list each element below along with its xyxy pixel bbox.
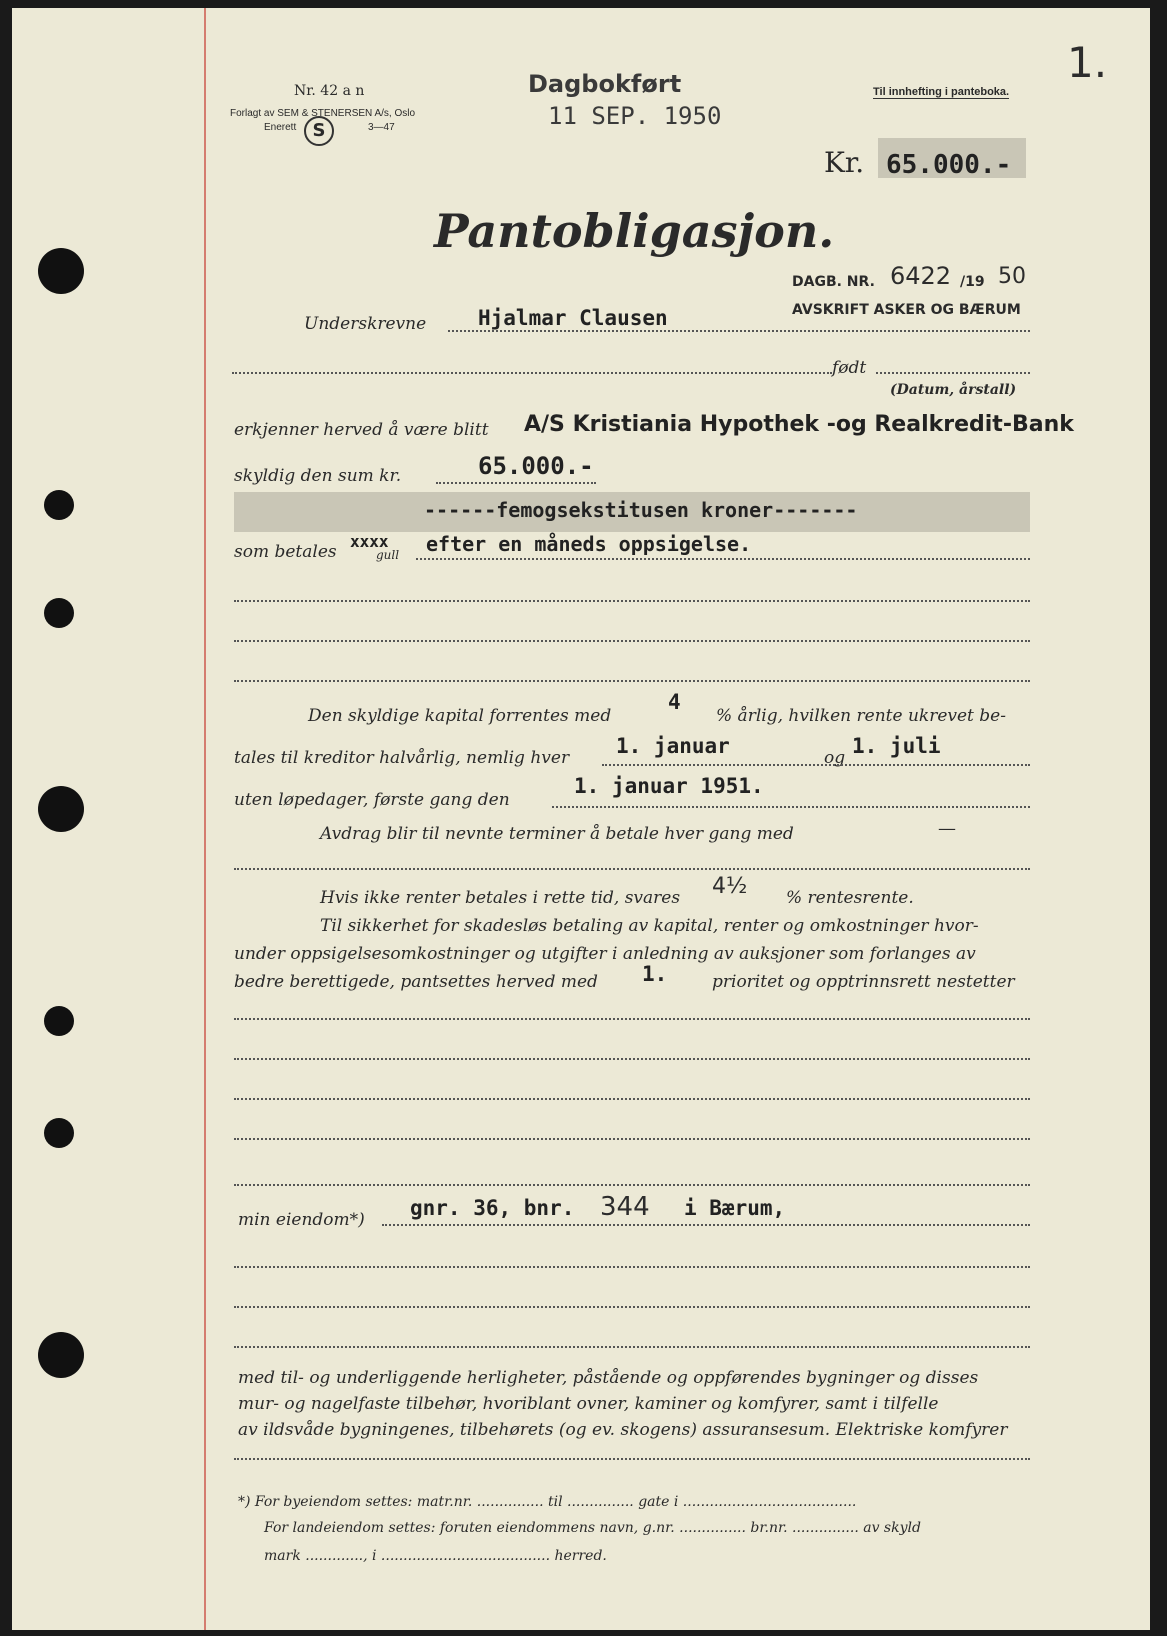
security-line-1: Til sikkerhet for skadesløs betaling av kapital, renter og omkostninger hvor- [320,916,979,936]
label-gull: gull [376,548,400,562]
debtor-name: Hjalmar Clausen [478,306,668,330]
interest-line-2a: tales til kreditor halvårlig, nemlig hver [234,748,570,768]
interest-line-1a: Den skyldige kapital forrentes med [308,706,612,726]
label-datum: (Datum, årstall) [890,382,1017,398]
punch-hole [44,1118,74,1148]
security-line-3a: bedre berettigede, pantsettes herved med [234,972,598,992]
interest-rate: 4 [668,690,681,714]
first-payment-date: 1. januar 1951. [574,774,764,798]
form-number: Nr. 42 a n [294,83,365,99]
dotted-line [234,1306,1030,1308]
dotted-line [234,1098,1030,1100]
amount-value: 65.000.- [886,150,1012,180]
dotted-line [234,1058,1030,1060]
dotted-line [234,680,1030,682]
creditor-name: A/S Kristiania Hypothek -og Realkredit-Bank [524,412,1074,437]
interest-line-1b: % årlig, hvilken rente ukrevet be- [716,706,1006,726]
dotted-line [234,1138,1030,1140]
document-page [12,8,1150,1630]
stamp-date: 11 SEP. 1950 [548,102,722,130]
label-skyldig: skyldig den sum kr. [234,466,402,486]
punch-hole [44,490,74,520]
avdrag-line: Avdrag blir til nevnte terminer å betale hver gang med [320,824,794,844]
property-bnr-handwritten: 344 [600,1192,650,1222]
dagb-year-prefix: /19 [960,274,985,290]
punch-hole [38,248,84,294]
label-fodt: født [832,358,867,378]
dotted-line [602,764,1030,766]
punch-hole [44,598,74,628]
clause-line-2: mur- og nagelfaste tilbehør, hvoriblant ovner, kaminer og komfyrer, samt i tilfelle [238,1394,939,1414]
dotted-line [552,806,1030,808]
property-gnr: gnr. 36, bnr. [410,1196,575,1220]
dotted-line [234,600,1030,602]
copyright-line: Enerett [264,122,297,133]
binding-note: Til innhefting i panteboka. [873,86,1010,98]
footnote-line-3: mark ............., i ...................................... herred. [264,1548,607,1564]
label-erkjenner: erkjenner herved å være blitt [234,420,489,440]
footnote-line-2: For landeiendom settes: foruten eiendommens navn, g.nr. ............... br.nr. ............... av skyld [264,1520,921,1536]
clause-line-3: av ildsvåde bygningenes, tilbehørets (og ev. skogens) assuransesum. Elektriske komfyrer [238,1420,1008,1440]
amount-prefix: Kr. [824,146,865,179]
label-og: og [824,748,846,768]
dotted-line [234,1018,1030,1020]
avskrift-label: AVSKRIFT ASKER OG BÆRUM [792,302,1021,318]
dotted-line [382,1224,1030,1226]
dotted-line [234,640,1030,642]
clause-line-1: med til- og underliggende herligheter, påstående og oppførendes bygninger og disses [238,1368,979,1388]
payment-date-2: 1. juli [852,734,941,758]
dagb-label: DAGB. NR. [792,274,875,290]
interest-line-3: uten løpedager, første gang den [234,790,510,810]
dotted-line [436,482,596,484]
punch-hole [38,786,84,832]
rentesrente-line-a: Hvis ikke renter betales i rette tid, svares [320,888,681,908]
terms-text: efter en måneds oppsigelse. [426,532,752,556]
rentesrente-rate: 4½ [712,874,748,899]
rentesrente-line-b: % rentesrente. [786,888,914,908]
strike-mark: xxxx [350,532,389,551]
page-number-handwritten: 1. [1067,38,1108,87]
stamp-dagbokfort: Dagbokført [528,70,682,98]
publisher-logo: S [304,116,334,146]
label-min-eiendom: min eiendom*) [238,1210,365,1230]
dotted-line [448,330,1030,332]
dotted-line [234,1458,1030,1460]
sum-in-words: ------femogsekstitusen kroner------- [424,498,858,522]
avdrag-dash: — [938,818,956,839]
security-line-2: under oppsigelsesomkostninger og utgifter i anledning av auksjoner som forlanges av [234,944,976,964]
dotted-line [234,868,1030,870]
dotted-line [232,372,832,374]
payment-date-1: 1. januar [616,734,730,758]
dotted-line [234,1184,1030,1186]
sum-value: 65.000.- [478,452,594,480]
dagb-number: 6422 [890,262,952,290]
property-location: i Bærum, [684,1196,786,1220]
punch-hole [44,1006,74,1036]
dotted-line [234,1346,1030,1348]
security-line-3b: prioritet og opptrinnsrett nestetter [712,972,1015,992]
dotted-line [876,372,1030,374]
edition-line: 3—47 [368,122,395,133]
label-som-betales: som betales [234,542,337,562]
footnote-line-1: *) For byeiendom settes: matr.nr. ............... til ............... gate i ....................................... [238,1494,857,1510]
publisher-line: Forlagt av SEM & STENERSEN A/s, Oslo [230,108,416,119]
label-underskrevne: Underskrevne [304,314,427,334]
priority-value: 1. [642,962,668,986]
punch-hole [38,1332,84,1378]
document-title: Pantobligasjon. [434,204,835,258]
margin-rule [204,8,206,1630]
dotted-line [416,558,1030,560]
dagb-year-suffix: 50 [998,264,1026,289]
dotted-line [234,1266,1030,1268]
